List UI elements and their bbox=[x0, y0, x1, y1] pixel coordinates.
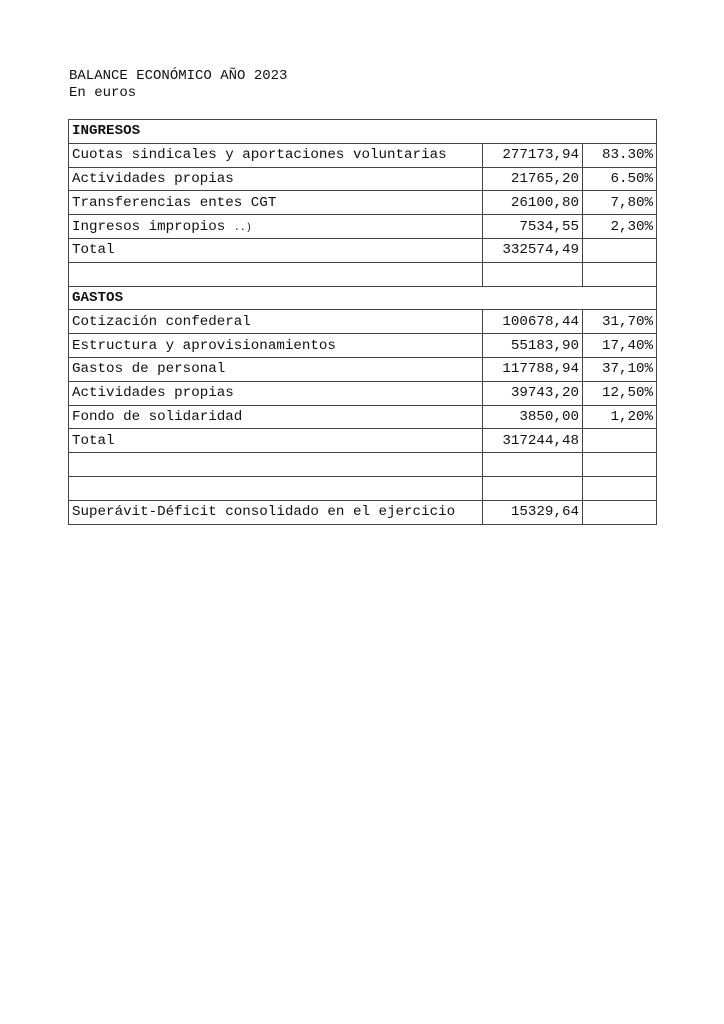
percent-cell: 12,50% bbox=[583, 381, 657, 405]
table-row bbox=[69, 381, 657, 405]
concept-cell: Fondo de solidaridad bbox=[69, 405, 483, 429]
document-subtitle: En euros bbox=[69, 85, 137, 101]
concept-text: Ingresos impropios bbox=[72, 218, 226, 235]
table-row bbox=[69, 143, 657, 167]
table-row bbox=[69, 215, 657, 239]
concept-cell: Estructura y aprovisionamientos bbox=[69, 334, 483, 358]
percent-cell: 1,20% bbox=[583, 405, 657, 429]
amount-cell: 3850,00 bbox=[483, 405, 583, 429]
percent-cell: 83.30% bbox=[583, 143, 657, 167]
empty-row bbox=[69, 476, 657, 500]
table-row bbox=[69, 405, 657, 429]
table-row bbox=[69, 167, 657, 191]
empty-cell bbox=[483, 453, 583, 477]
empty-cell bbox=[69, 262, 483, 286]
ingresos-header: INGRESOS bbox=[69, 120, 657, 144]
gastos-header-row bbox=[69, 286, 657, 310]
percent-cell: 2,30% bbox=[583, 215, 657, 239]
empty-cell bbox=[583, 262, 657, 286]
concept-cell: Actividades propias bbox=[69, 381, 483, 405]
document-heading bbox=[69, 68, 287, 102]
concept-cell: Actividades propias bbox=[69, 167, 483, 191]
empty-cell bbox=[583, 429, 657, 453]
empty-cell bbox=[583, 238, 657, 262]
total-amount: 317244,48 bbox=[483, 429, 583, 453]
amount-cell: 277173,94 bbox=[483, 143, 583, 167]
percent-cell: 37,10% bbox=[583, 357, 657, 381]
result-amount: 15329,64 bbox=[483, 500, 583, 524]
gastos-header: GASTOS bbox=[69, 286, 657, 310]
amount-cell: 39743,20 bbox=[483, 381, 583, 405]
empty-cell bbox=[483, 476, 583, 500]
percent-cell: 6.50% bbox=[583, 167, 657, 191]
table-row bbox=[69, 310, 657, 334]
table-row bbox=[69, 334, 657, 358]
document-title: BALANCE ECONÓMICO AÑO 2023 bbox=[69, 68, 288, 84]
table-row bbox=[69, 357, 657, 381]
concept-note: ..) bbox=[233, 222, 252, 234]
empty-cell bbox=[483, 262, 583, 286]
concept-cell: Cuotas sindicales y aportaciones voluntarias bbox=[69, 143, 483, 167]
empty-cell bbox=[69, 476, 483, 500]
concept-cell bbox=[69, 215, 483, 239]
concept-cell: Transferencias entes CGT bbox=[69, 191, 483, 215]
total-amount: 332574,49 bbox=[483, 238, 583, 262]
empty-cell bbox=[583, 476, 657, 500]
amount-cell: 21765,20 bbox=[483, 167, 583, 191]
gastos-total-row bbox=[69, 429, 657, 453]
table-row bbox=[69, 191, 657, 215]
total-label: Total bbox=[69, 238, 483, 262]
amount-cell: 7534,55 bbox=[483, 215, 583, 239]
empty-cell bbox=[583, 500, 657, 524]
total-label: Total bbox=[69, 429, 483, 453]
ingresos-header-row bbox=[69, 120, 657, 144]
percent-cell: 17,40% bbox=[583, 334, 657, 358]
empty-cell bbox=[583, 453, 657, 477]
amount-cell: 26100,80 bbox=[483, 191, 583, 215]
result-label: Superávit-Déficit consolidado en el ejercicio bbox=[69, 500, 483, 524]
percent-cell: 7,80% bbox=[583, 191, 657, 215]
empty-row bbox=[69, 262, 657, 286]
ingresos-total-row bbox=[69, 238, 657, 262]
result-row bbox=[69, 500, 657, 524]
concept-cell: Gastos de personal bbox=[69, 357, 483, 381]
concept-cell: Cotización confederal bbox=[69, 310, 483, 334]
balance-table bbox=[68, 119, 657, 525]
amount-cell: 100678,44 bbox=[483, 310, 583, 334]
empty-cell bbox=[69, 453, 483, 477]
amount-cell: 55183,90 bbox=[483, 334, 583, 358]
empty-row bbox=[69, 453, 657, 477]
amount-cell: 117788,94 bbox=[483, 357, 583, 381]
percent-cell: 31,70% bbox=[583, 310, 657, 334]
